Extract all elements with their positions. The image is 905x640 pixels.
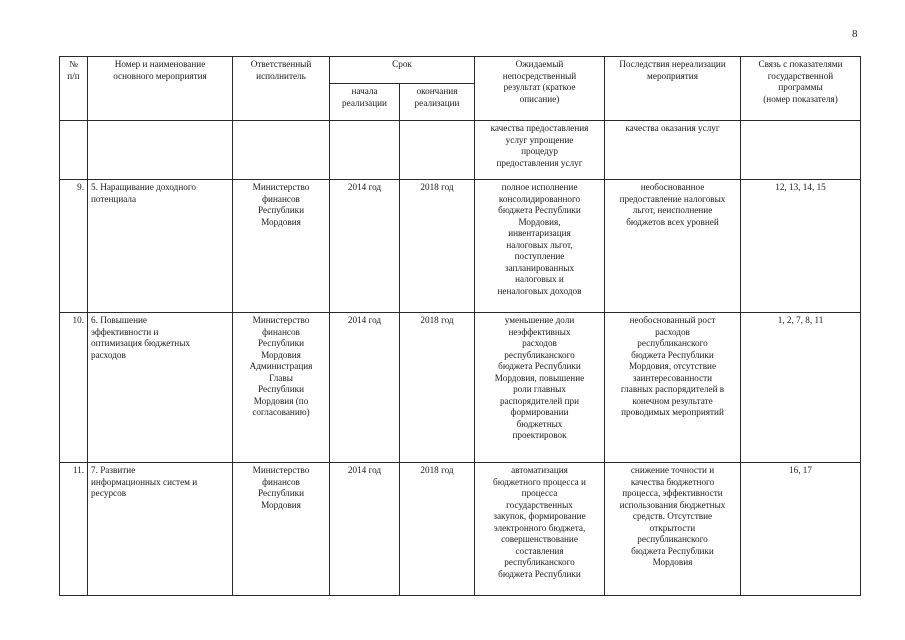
row-num [60,121,88,180]
row-num: 10. [60,313,88,463]
header-result: Ожидаемый непосредственный результат (краткое описание) [475,57,605,121]
table-row [60,121,861,180]
row-consequences: необоснованное предоставление налоговых льгот, неисполнение бюджетов всех уровней [605,180,741,313]
table-row [60,463,861,596]
program-events-table [59,56,861,596]
row-result: уменьшение доли неэффективных расходов республиканского бюджета Республики Мордовия, повышение роли главных распорядителей при формировании бюджетных проектировок [475,313,605,463]
row-end: 2018 год [400,463,475,596]
header-link: Связь с показателями государственной программы (номер показателя) [741,57,861,121]
row-start: 2014 год [330,313,400,463]
row-num: 11. [60,463,88,596]
header-end: окончания реализации [400,84,475,121]
row-end: 2018 год [400,180,475,313]
row-executor: Министерство финансов Республики Мордовия [233,180,330,313]
header-num: № п/п [60,57,88,121]
page-number: 8 [852,28,858,40]
row-link: 1, 2, 7, 8, 11 [741,313,861,463]
row-result: полное исполнение консолидированного бюджета Республики Мордовия, инвентаризация налоговых льгот, поступление запланированных налоговых и неналоговых доходов [475,180,605,313]
row-num: 9. [60,180,88,313]
header-event: Номер и наименование основного мероприятия [88,57,233,121]
row-end [400,121,475,180]
row-event: 7. Развитие информационных систем и ресурсов [88,463,233,596]
header-term: Срок [330,57,475,84]
row-result: качества предоставления услуг упрощение процедур предоставления услуг [475,121,605,180]
row-result: автоматизация бюджетного процесса и процесса государственных закупок, формирование электронного бюджета, совершенствование составления республиканского бюджета Республики [475,463,605,596]
row-event: 5. Наращивание доходного потенциала [88,180,233,313]
row-event [88,121,233,180]
row-executor: Министерство финансов Республики Мордовия [233,463,330,596]
row-executor [233,121,330,180]
row-executor: Министерство финансов Республики Мордовия Администрация Главы Республики Мордовия (по согласованию) [233,313,330,463]
header-start: начала реализации [330,84,400,121]
row-event: 6. Повышение эффективности и оптимизация бюджетных расходов [88,313,233,463]
table-row [60,180,861,313]
header-consequences: Последствия нереализации мероприятия [605,57,741,121]
row-end: 2018 год [400,313,475,463]
row-consequences: необоснованный рост расходов республиканского бюджета Республики Мордовия, отсутствие заинтересованности главных распорядителей в конечном результате проводимых мероприятий [605,313,741,463]
table-row [60,313,861,463]
header-executor: Ответственный исполнитель [233,57,330,121]
row-start [330,121,400,180]
row-link: 12, 13, 14, 15 [741,180,861,313]
row-start: 2014 год [330,463,400,596]
row-consequences: качества оказания услуг [605,121,741,180]
row-link: 16, 17 [741,463,861,596]
row-link [741,121,861,180]
row-start: 2014 год [330,180,400,313]
row-consequences: снижение точности и качества бюджетного процесса, эффективности использования бюджетных средств. Отсутствие открытости республиканского бюджета Республики Мордовия [605,463,741,596]
